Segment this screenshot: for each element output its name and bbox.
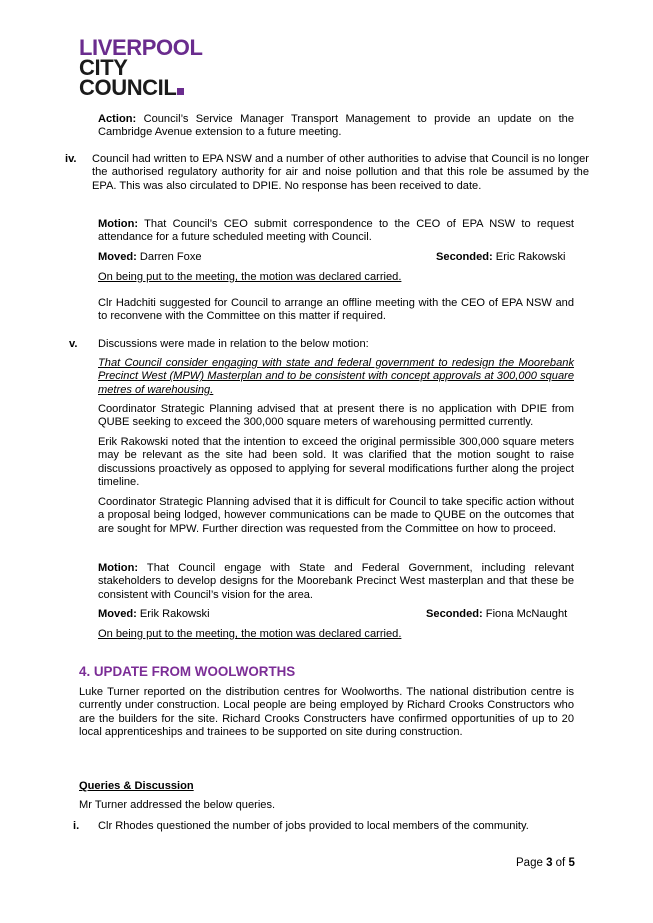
council-logo (79, 35, 229, 100)
item-i-numeral: i. (73, 820, 80, 832)
item-v-para-3: Coordinator Strategic Planning advised that it is difficult for Council to take specific action without a proposal being lodged, however communications can be made to QUBE on the outcomes that are sought for MPW. Further direction was requested from the Committee on how to proceed. (98, 496, 574, 535)
item-iv-seconded: Seconded: Eric Rakowski (436, 251, 566, 263)
item-v-motion: Motion: That Council engage with State and Federal Government, including relevant stakeholders to develop designs for the Moorebank Precinct West masterplan and that these be consistent with Council’s vision for the area. (98, 562, 574, 601)
item-iv-motion: Motion: That Council’s CEO submit correspondence to the CEO of EPA NSW to request attendance for a future scheduled meeting with Council. (98, 218, 574, 244)
section-4-body: Luke Turner reported on the distribution centres for Woolworths. The national distribution centre is currently under construction. Local people are being employed by Richard Crooks Constructors who are the builders for the site. Richard Crooks Constructers have confirmed opportunities of up to 20 local apprenticeships and trainees to be supported on site during construction. (79, 686, 574, 739)
item-v-para-2: Erik Rakowski noted that the intention to exceed the original permissible 300,000 square meters may be relevant as the site had been sold. It was clarified that the motion sought to raise discussions proactively as opposed to applying for several modifications further along the project timeline. (98, 436, 574, 489)
item-i-text: Clr Rhodes questioned the number of jobs provided to local members of the community. (98, 820, 529, 832)
logo-line-2: CITY (79, 55, 128, 80)
section-4-heading: 4. UPDATE FROM WOOLWORTHS (79, 664, 296, 679)
item-v-seconded: Seconded: Fiona McNaught (426, 608, 568, 620)
action-paragraph: Action: Council’s Service Manager Transport Management to provide an update on the Cambridge Avenue extension to a future meeting. (98, 113, 574, 139)
item-iv-carried: On being put to the meeting, the motion was declared carried. (98, 271, 402, 283)
item-iv-text: Council had written to EPA NSW and a number of other authorities to advise that Council is no longer the authorised regulatory authority for air and noise pollution and that this role be assumed by the EPA. This was also circulated to DPIE. No response has been received to date. (92, 153, 589, 192)
item-v-intro: Discussions were made in relation to the below motion: (98, 338, 369, 350)
logo-line-3: COUNCIL (79, 78, 229, 98)
item-iv-note: Clr Hadchiti suggested for Council to arrange an offline meeting with the CEO of EPA NSW and to reconvene with the Committee on this matter if required. (98, 297, 574, 323)
queries-heading: Queries & Discussion (79, 780, 194, 792)
item-iv-moved: Moved: Darren Foxe (98, 251, 202, 263)
page-number: Page 3 of 5 (516, 857, 575, 869)
item-v-moved: Moved: Erik Rakowski (98, 608, 210, 620)
item-iv-numeral: iv. (65, 153, 77, 165)
item-v-carried: On being put to the meeting, the motion was declared carried. (98, 628, 402, 640)
logo-dot-icon (177, 88, 184, 95)
item-v-para-1: Coordinator Strategic Planning advised that at present there is no application with DPIE from QUBE seeking to exceed the 300,000 square meters of warehousing permitted currently. (98, 403, 574, 429)
queries-intro: Mr Turner addressed the below queries. (79, 799, 276, 811)
item-v-numeral: v. (69, 338, 78, 350)
logo-line-1: LIVERPOOL (79, 35, 203, 60)
item-v-quoted-motion: That Council consider engaging with state and federal government to redesign the Moorebank Precinct West (MPW) Masterplan and to be consistent with concept approvals at 300,000 square metres of warehousing. (98, 357, 574, 396)
